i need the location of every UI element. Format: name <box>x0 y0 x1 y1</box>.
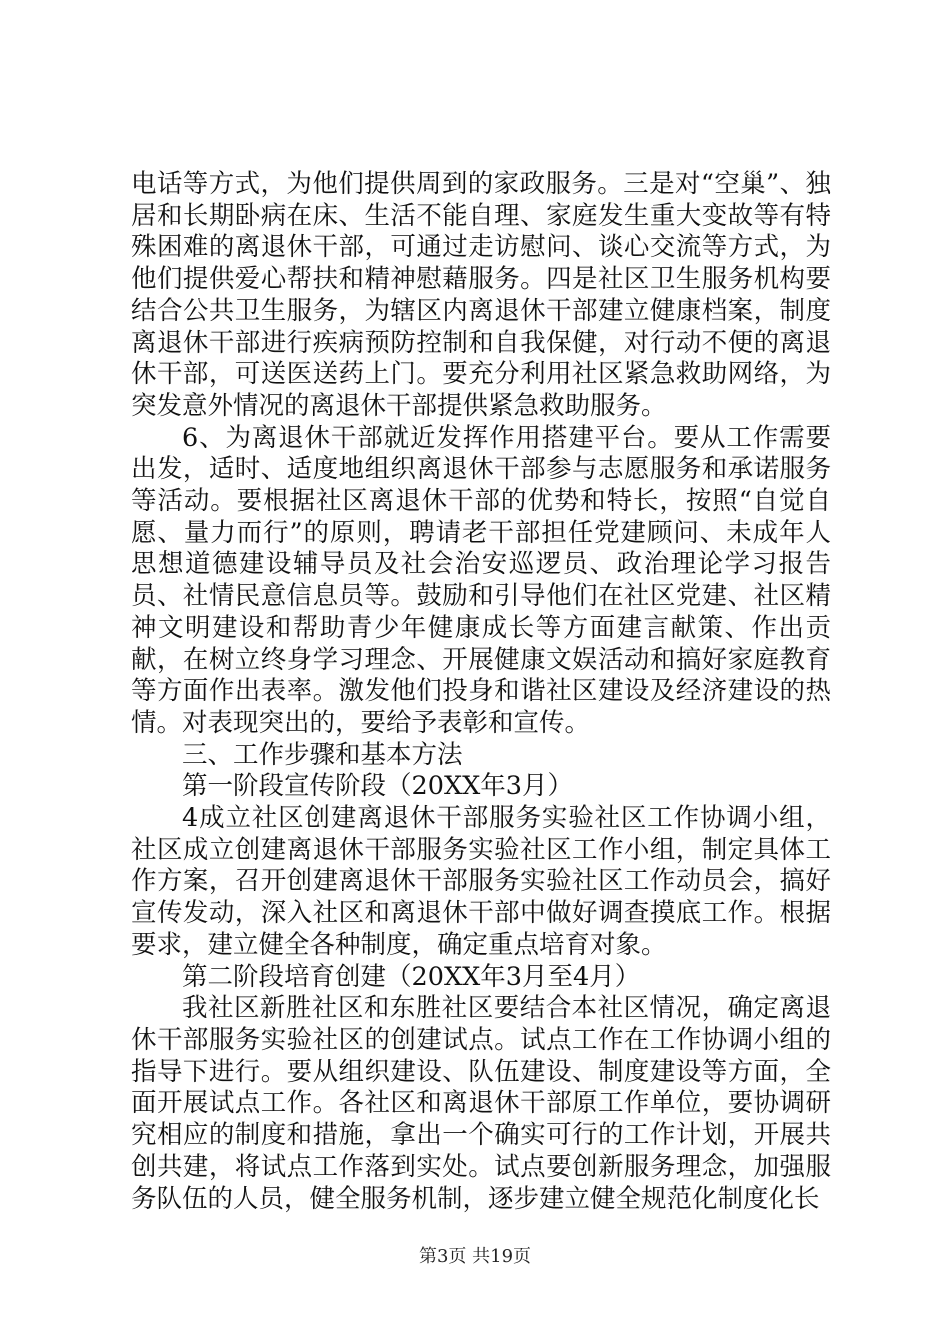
paragraph-stage-1: 4成立社区创建离退休干部服务实验社区工作协调小组，社区成立创建离退休干部服务实验社区工作小组，制定具体工作方案，召开创建离退休干部服务实验社区工作动员会，搞好宣传发动，深入社区和离退休干部中做好调查摸底工作。根据要求，建立健全各种制度，确定重点培育对象。 <box>131 803 831 960</box>
paragraph-services-continued: 电话等方式，为他们提供周到的家政服务。三是对“空巢”、独居和长期卧病在床、生活不能自理、家庭发生重大变故等有特殊困难的离退休干部，可通过走访慰问、谈心交流等方式，为他们提供爱心帮扶和精神慰藉服务。四是社区卫生服务机构要结合公共卫生服务，为辖区内离退休干部建立健康档案，制度离退休干部进行疾病预防控制和自我保健，对行动不便的离退休干部，可送医送药上门。要充分利用社区紧急救助网络，为突发意外情况的离退休干部提供紧急救助服务。 <box>131 169 831 421</box>
paragraph-stage-2: 我社区新胜社区和东胜社区要结合本社区情况，确定离退休干部服务实验社区的创建试点。试点工作在工作协调小组的指导下进行。要从组织建设、队伍建设、制度建设等方面，全面开展试点工作。各社区和离退休干部原工作单位，要协调研究相应的制度和措施，拿出一个确实可行的工作计划，开展共创共建，将试点工作落到实处。试点要创新服务理念，加强服务队伍的人员，健全服务机制，逐步建立健全规范化制度化长 <box>131 993 831 1214</box>
stage-1-heading: 第一阶段宣传阶段（20XX年3月） <box>182 771 573 802</box>
section-heading-steps: 三、工作步骤和基本方法 <box>182 739 463 770</box>
document-body <box>131 169 831 1215</box>
paragraph-item-6: 6、为离退休干部就近发挥作用搭建平台。要从工作需要出发，适时、适度地组织离退休干部参与志愿服务和承诺服务等活动。要根据社区离退休干部的优势和特长，按照“自觉自愿、量力而行”的原则，聘请老干部担任党建顾问、未成年人思想道德建设辅导员及社会治安巡逻员、政治理论学习报告员、社情民意信息员等。鼓励和引导他们在社区党建、社区精神文明建设和帮助青少年健康成长等方面建言献策、作出贡献，在树立终身学习理念、开展健康文娱活动和搞好家庭教育等方面作出表率。激发他们投身和谐社区建设及经济建设的热情。对表现突出的，要给予表彰和宣传。 <box>131 422 831 738</box>
stage-2-heading: 第二阶段培育创建（20XX年3月至4月） <box>182 961 641 992</box>
page-number-label: 第3页 共19页 <box>418 1246 532 1267</box>
page-footer <box>0 1246 950 1268</box>
